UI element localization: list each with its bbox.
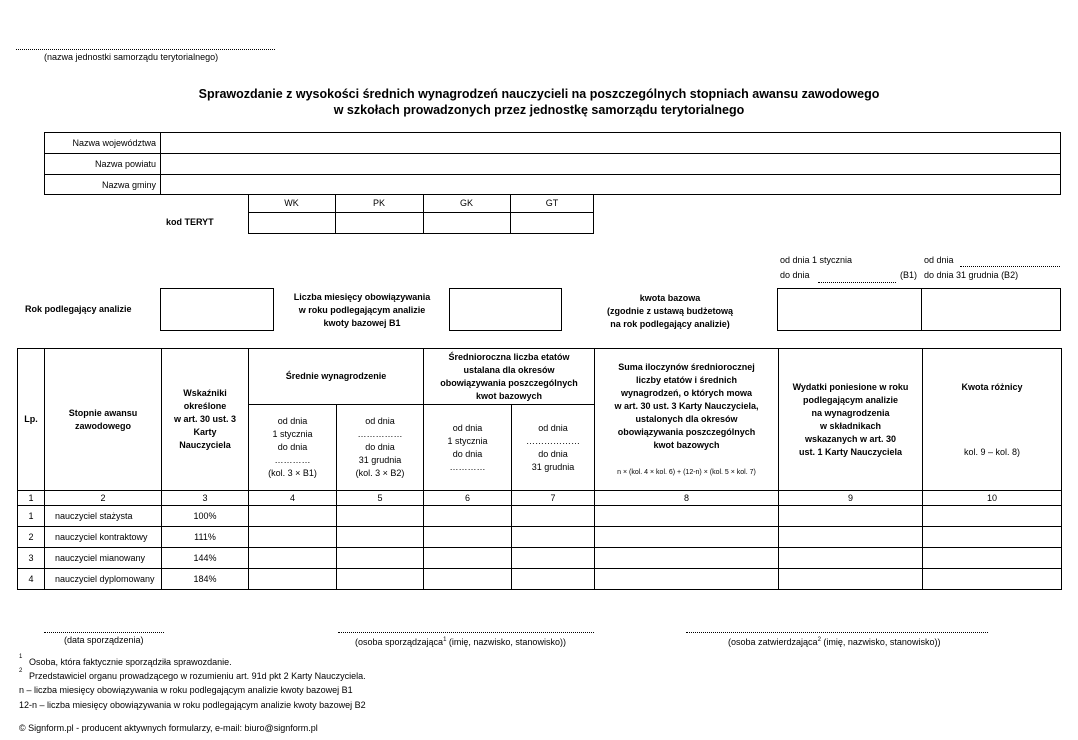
- row-indicator: 100%: [162, 506, 249, 527]
- header-indicators-line: Nauczyciela: [179, 440, 231, 450]
- cell-diff[interactable]: [923, 548, 1062, 569]
- teryt-pk-field[interactable]: [336, 213, 423, 233]
- months-label-line: w roku podlegającym analizie: [298, 305, 426, 315]
- header-indicators-line: w art. 30 ust. 3: [173, 414, 237, 424]
- header-sum-line: liczby etatów i średnich: [635, 374, 738, 385]
- header-spent-line: ust. 1 Karty Nauczyciela: [798, 446, 903, 457]
- cell-fte-b1[interactable]: [424, 506, 512, 527]
- header-spent-line: na wynagrodzenia: [811, 407, 890, 418]
- header-avg-salary: Średnie wynagrodzenie: [249, 349, 424, 405]
- row-lp: 2: [18, 527, 45, 548]
- cell-avg-b2[interactable]: [337, 527, 424, 548]
- preparer-caption-tail: (imię, nazwisko, stanowisko)): [446, 637, 566, 647]
- cell-avg-b2[interactable]: [337, 506, 424, 527]
- title-line-1: Sprawozdanie z wysokości średnich wynagrodzeń nauczycieli na poszczególnych stopniach awansu zawodowego: [198, 87, 880, 101]
- county-field[interactable]: [161, 154, 1060, 174]
- preparer-caption: [355, 637, 566, 647]
- year-label: Rok podlegający analizie: [25, 304, 132, 314]
- date-signature-line[interactable]: [44, 632, 164, 633]
- b1-to-label: do dnia: [780, 270, 810, 280]
- col-number: 8: [595, 491, 779, 506]
- cell-sum[interactable]: [595, 527, 779, 548]
- cell-spent[interactable]: [779, 506, 923, 527]
- base-label-line: kwota bazowa: [639, 293, 701, 303]
- header-sum-line: ustalonych dla okresów: [635, 413, 738, 424]
- voivodeship-label: Nazwa województwa: [72, 138, 156, 148]
- copyright: © Signform.pl - producent aktywnych formularzy, e-mail: biuro@signform.pl: [19, 723, 318, 733]
- unit-name-line[interactable]: [16, 49, 275, 50]
- b2-to-label: do dnia 31 grudnia (B2): [924, 270, 1019, 280]
- b1-from-label: od dnia 1 stycznia: [780, 255, 853, 265]
- col-number: 4: [249, 491, 337, 506]
- header-fte-b2-line: do dnia: [538, 448, 568, 459]
- header-sum-line: wynagrodzeń, o których mowa: [620, 387, 753, 398]
- cell-fte-b2[interactable]: [512, 527, 595, 548]
- cell-spent[interactable]: [779, 569, 923, 590]
- header-sum-line: obowiązywania poszczególnych: [617, 426, 756, 437]
- col-number: 6: [424, 491, 512, 506]
- header-fte-b1-line: od dnia: [452, 422, 483, 433]
- header-indicators: [162, 349, 249, 491]
- cell-avg-b2[interactable]: [337, 548, 424, 569]
- cell-fte-b1[interactable]: [424, 527, 512, 548]
- cell-avg-b1[interactable]: [249, 569, 337, 590]
- header-levels-line: Stopnie awansu: [68, 407, 138, 418]
- salary-table: [17, 348, 1062, 590]
- base-amount-b2-field[interactable]: [921, 288, 1061, 331]
- row-level: nauczyciel kontraktowy: [45, 527, 162, 548]
- table-row: [18, 527, 1062, 548]
- header-spent-line: wskazanych w art. 30: [804, 433, 897, 444]
- header-fte-b1-line: do dnia: [452, 448, 483, 459]
- col-number: 7: [512, 491, 595, 506]
- header-sum-line: Suma iloczynów średniorocznej: [618, 361, 755, 372]
- header-spent-line: podlegającym analizie: [802, 394, 899, 405]
- voivodeship-field[interactable]: [161, 133, 1060, 153]
- header-diff-title: Kwota różnicy: [961, 381, 1023, 392]
- header-diff: [923, 349, 1062, 491]
- row-lp: 3: [18, 548, 45, 569]
- header-fte-line: kwot bazowych: [475, 390, 542, 401]
- teryt-col-wk: WK: [284, 198, 299, 208]
- header-avg-b1-line: (kol. 3 × B1): [268, 468, 317, 478]
- row-indicator: 144%: [162, 548, 249, 569]
- footnote-1-number: 1: [19, 654, 23, 660]
- cell-sum[interactable]: [595, 506, 779, 527]
- title-line-2: w szkołach prowadzonych przez jednostkę samorządu terytorialnego: [333, 103, 745, 117]
- col-number: 2: [45, 491, 162, 506]
- header-avg-b2-line: ……………: [357, 429, 403, 439]
- cell-sum[interactable]: [595, 569, 779, 590]
- footnote-n: n – liczba miesięcy obowiązywania w roku podlegającym analizie kwoty bazowej B1: [19, 685, 353, 695]
- table-row: [18, 506, 1062, 527]
- footnote-1: Osoba, która faktycznie sporządziła sprawozdanie.: [29, 657, 232, 667]
- header-fte-b1: [424, 405, 512, 491]
- cell-fte-b2[interactable]: [512, 506, 595, 527]
- header-avg-b2-line: do dnia: [365, 442, 395, 452]
- base-label-line: (zgodnie z ustawą budżetową: [606, 306, 733, 316]
- county-label: Nazwa powiatu: [94, 159, 156, 169]
- header-fte-b1-line: …………: [449, 461, 486, 472]
- header-avg-b1: [249, 405, 337, 491]
- preparer-sup: 1: [443, 637, 447, 643]
- approver-caption: [728, 637, 940, 647]
- header-fte-b2-line: ………………: [526, 435, 580, 446]
- header-sum-line: w art. 30 ust. 3 Karty Nauczyciela,: [614, 400, 759, 411]
- row-level: nauczyciel mianowany: [45, 548, 162, 569]
- footnote-2: Przedstawiciel organu prowadzącego w rozumieniu art. 91d pkt 2 Karty Nauczyciela.: [29, 671, 366, 681]
- row-lp: 4: [18, 569, 45, 590]
- header-spent: [779, 349, 923, 491]
- commune-label: Nazwa gminy: [101, 180, 156, 190]
- header-fte-line: Średnioroczna liczba etatów: [448, 351, 570, 362]
- cell-diff[interactable]: [923, 569, 1062, 590]
- cell-fte-b2[interactable]: [512, 569, 595, 590]
- unit-name-caption: (nazwa jednostki samorządu terytorialnego): [44, 52, 219, 62]
- teryt-col-gt: GT: [545, 198, 559, 208]
- teryt-col-pk: PK: [372, 198, 385, 208]
- header-avg-b1-line: 1 stycznia: [272, 429, 313, 439]
- cell-avg-b2[interactable]: [337, 569, 424, 590]
- header-fte-b1-line: 1 stycznia: [447, 435, 488, 446]
- col-number: 1: [18, 491, 45, 506]
- cell-fte-b1[interactable]: [424, 569, 512, 590]
- header-indicators-line: Wskaźniki: [183, 388, 227, 398]
- cell-sum[interactable]: [595, 548, 779, 569]
- approver-caption-tail: (imię, nazwisko, stanowisko)): [820, 637, 941, 647]
- teryt-gk-field[interactable]: [424, 213, 510, 233]
- approver-caption-text: (osoba zatwierdzająca: [728, 637, 818, 647]
- months-label: [278, 291, 446, 330]
- header-levels-line: zawodowego: [75, 420, 131, 431]
- header-levels: [45, 349, 162, 491]
- header-indicators-line: określone: [183, 401, 227, 411]
- date-caption: (data sporządzenia): [64, 635, 144, 645]
- header-avg-b2-line: 31 grudnia: [358, 455, 402, 465]
- row-level: nauczyciel stażysta: [45, 506, 162, 527]
- col-number: 3: [162, 491, 249, 506]
- teryt-wk-field[interactable]: [249, 213, 335, 233]
- header-sum-line: kwot bazowych: [653, 439, 720, 450]
- preparer-caption-text: (osoba sporządzająca: [355, 637, 444, 647]
- b1-to-date-field[interactable]: [818, 282, 896, 283]
- col-number: 10: [923, 491, 1062, 506]
- header-spent-line: Wydatki poniesione w roku: [792, 381, 909, 392]
- col-number: 5: [337, 491, 424, 506]
- header-fte-line: obowiązywania poszczególnych: [440, 377, 578, 388]
- row-indicator: 184%: [162, 569, 249, 590]
- teryt-gt-field[interactable]: [511, 213, 593, 233]
- base-amount-label: [585, 292, 755, 331]
- cell-fte-b1[interactable]: [424, 548, 512, 569]
- header-avg-b2: [337, 405, 424, 491]
- row-level: nauczyciel dyplomowany: [45, 569, 162, 590]
- table-row: [18, 569, 1062, 590]
- cell-spent[interactable]: [779, 527, 923, 548]
- cell-diff[interactable]: [923, 527, 1062, 548]
- approver-sup: 2: [817, 637, 821, 643]
- months-label-line: Liczba miesięcy obowiązywania: [293, 292, 431, 302]
- teryt-col-gk: GK: [459, 198, 473, 208]
- header-spent-line: w składnikach: [819, 420, 882, 431]
- header-sum-formula: n × (kol. 4 × kol. 6) + (12-n) × (kol. 5 × kol. 7): [617, 468, 756, 476]
- b2-from-date-field[interactable]: [960, 266, 1060, 267]
- months-label-line: kwoty bazowej B1: [323, 318, 401, 328]
- footnote-2-number: 2: [19, 668, 23, 674]
- header-avg-b1-line: …………: [274, 455, 311, 465]
- header-avg-b2-line: (kol. 3 × B2): [355, 468, 405, 478]
- cell-diff[interactable]: [923, 506, 1062, 527]
- cell-fte-b2[interactable]: [512, 548, 595, 569]
- base-label-line: na rok podlegający analizie): [610, 319, 730, 329]
- col-number: 9: [779, 491, 923, 506]
- preparer-signature-line[interactable]: [338, 632, 594, 633]
- b1-tag: (B1): [900, 270, 918, 280]
- header-avg-b1-line: do dnia: [277, 442, 308, 452]
- base-amount-b1-field[interactable]: [777, 288, 922, 331]
- approver-signature-line[interactable]: [686, 632, 988, 633]
- table-row: [18, 548, 1062, 569]
- header-fte-b2-line: 31 grudnia: [531, 461, 575, 472]
- cell-avg-b1[interactable]: [249, 527, 337, 548]
- months-field[interactable]: [449, 288, 562, 331]
- header-fte-line: ustalana dla okresów: [463, 364, 555, 375]
- header-avg-b2-line: od dnia: [365, 416, 395, 426]
- footnote-12-n: 12-n – liczba miesięcy obowiązywania w roku podlegającym analizie kwoty bazowej B2: [19, 700, 366, 710]
- year-field[interactable]: [160, 288, 274, 331]
- cell-avg-b1[interactable]: [249, 548, 337, 569]
- header-diff-formula: kol. 9 – kol. 8): [963, 446, 1021, 457]
- row-indicator: 111%: [162, 527, 249, 548]
- header-fte-b2: [512, 405, 595, 491]
- header-sum: [595, 349, 779, 491]
- header-indicators-line: Karty: [193, 427, 217, 437]
- header-fte: [424, 349, 595, 405]
- header-fte-b2-line: od dnia: [538, 422, 568, 433]
- cell-avg-b1[interactable]: [249, 506, 337, 527]
- commune-field[interactable]: [161, 175, 1060, 194]
- cell-spent[interactable]: [779, 548, 923, 569]
- teryt-label: kod TERYT: [166, 217, 214, 227]
- header-avg-b1-line: od dnia: [277, 416, 308, 426]
- b2-from-label: od dnia: [924, 255, 954, 265]
- header-lp: Lp.: [18, 349, 45, 491]
- row-lp: 1: [18, 506, 45, 527]
- page-title: [0, 86, 1078, 118]
